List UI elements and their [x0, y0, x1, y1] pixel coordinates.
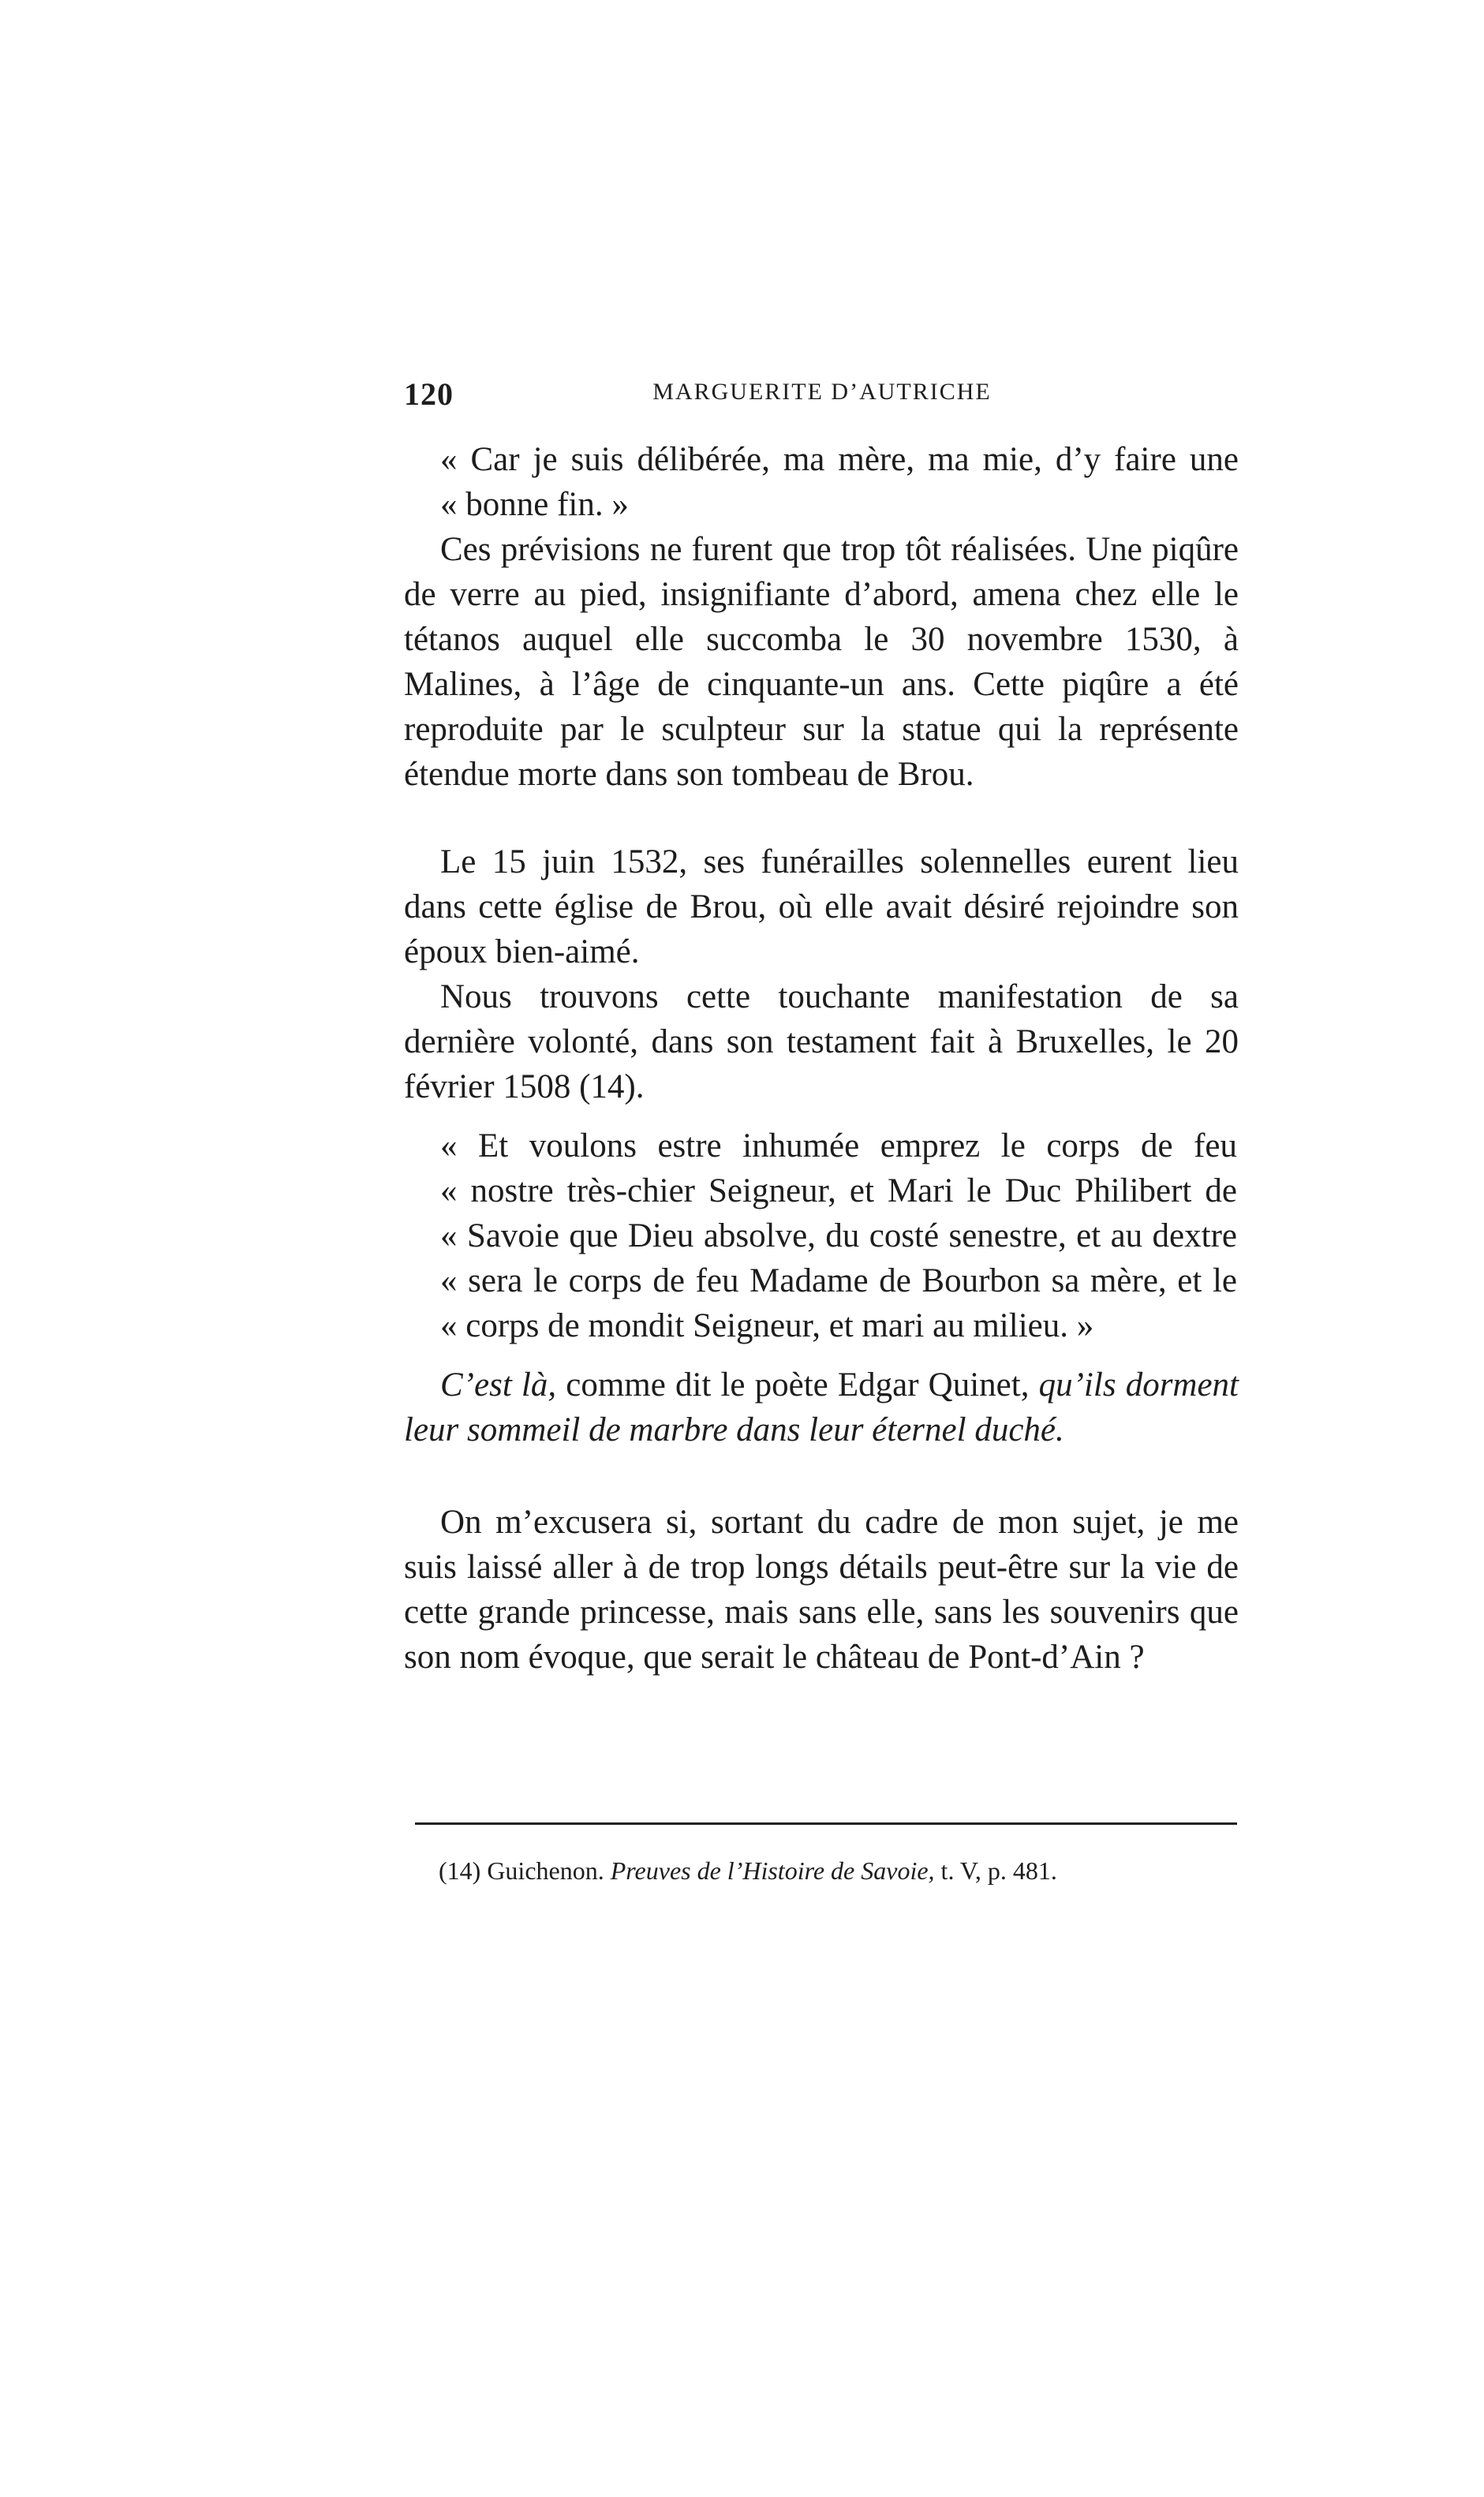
page-header — [404, 376, 1240, 423]
paragraph: Le 15 juin 1532, ses funérailles solennelles eurent lieu dans cette église de Brou, où elle avait désiré rejoindre son époux bien-aimé. — [404, 843, 1239, 970]
quinet-italic-lead: C’est là, — [440, 1366, 557, 1404]
footnote — [439, 1854, 1235, 1887]
quote-line: « Car je suis délibérée, ma mère, ma mie, d’y faire une — [440, 441, 1239, 478]
paragraph: Nous trouvons cette touchante manifestation de sa dernière volonté, dans son testament fait à Bruxelles, le 20 février 1508 (14). — [404, 978, 1239, 1105]
footnote-author: Guichenon. — [487, 1856, 604, 1885]
footnote-rule — [415, 1822, 1237, 1825]
paragraph: Ces prévisions ne furent que trop tôt réalisées. Une piqûre de verre au pied, insignifiante d’abord, amena chez elle le tétanos auquel elle succomba le 30 novembre 1530, à Malines, à l’âge de cinquante-un ans. Cette piqûre a été reproduite par le sculpteur sur la statue qui la représente étendue morte dans son tombeau de Brou. — [404, 531, 1239, 793]
quote-line: « corps de mondit Seigneur, et mari au milieu. » — [440, 1307, 1094, 1344]
paragraph: On m’excusera si, sortant du cadre de mon sujet, je me suis laissé aller à de trop longs détails peut-être sur la vie de cette grande princesse, mais sans elle, sans les souvenirs que son nom évoque, que serait le château de Pont-d’Ain ? — [404, 1504, 1239, 1676]
quinet-plain-text: comme dit le poète Edgar Quinet, — [556, 1366, 1039, 1404]
body-text — [404, 437, 1239, 1680]
quote-line: « sera le corps de feu Madame de Bourbon sa mère, et le — [440, 1262, 1237, 1299]
quote-line: « bonne fin. » — [440, 486, 629, 523]
footnote-source: Preuves de l’Histoire de Savoie, — [610, 1856, 935, 1885]
quote-line: « Savoie que Dieu absolve, du costé senestre, et au dextre — [440, 1217, 1237, 1254]
page-number: 120 — [404, 376, 454, 412]
running-title: MARGUERITE D’AUTRICHE — [652, 379, 992, 405]
footnote-location: t. V, p. 481. — [940, 1856, 1057, 1885]
quote-line: « nostre très-chier Seigneur, et Mari le Duc Philibert de — [440, 1172, 1237, 1209]
testament-quote — [404, 1123, 1237, 1348]
quote-line: « Et voulons estre inhumée emprez le corps de feu — [440, 1127, 1237, 1164]
quinet-italic-quote: qu’ils dorment leur sommeil de marbre dans leur éternel duché. — [404, 1366, 1239, 1448]
footnote-marker: (14) — [439, 1856, 481, 1885]
opening-quote — [404, 437, 1239, 527]
quinet-paragraph — [404, 1363, 1239, 1452]
